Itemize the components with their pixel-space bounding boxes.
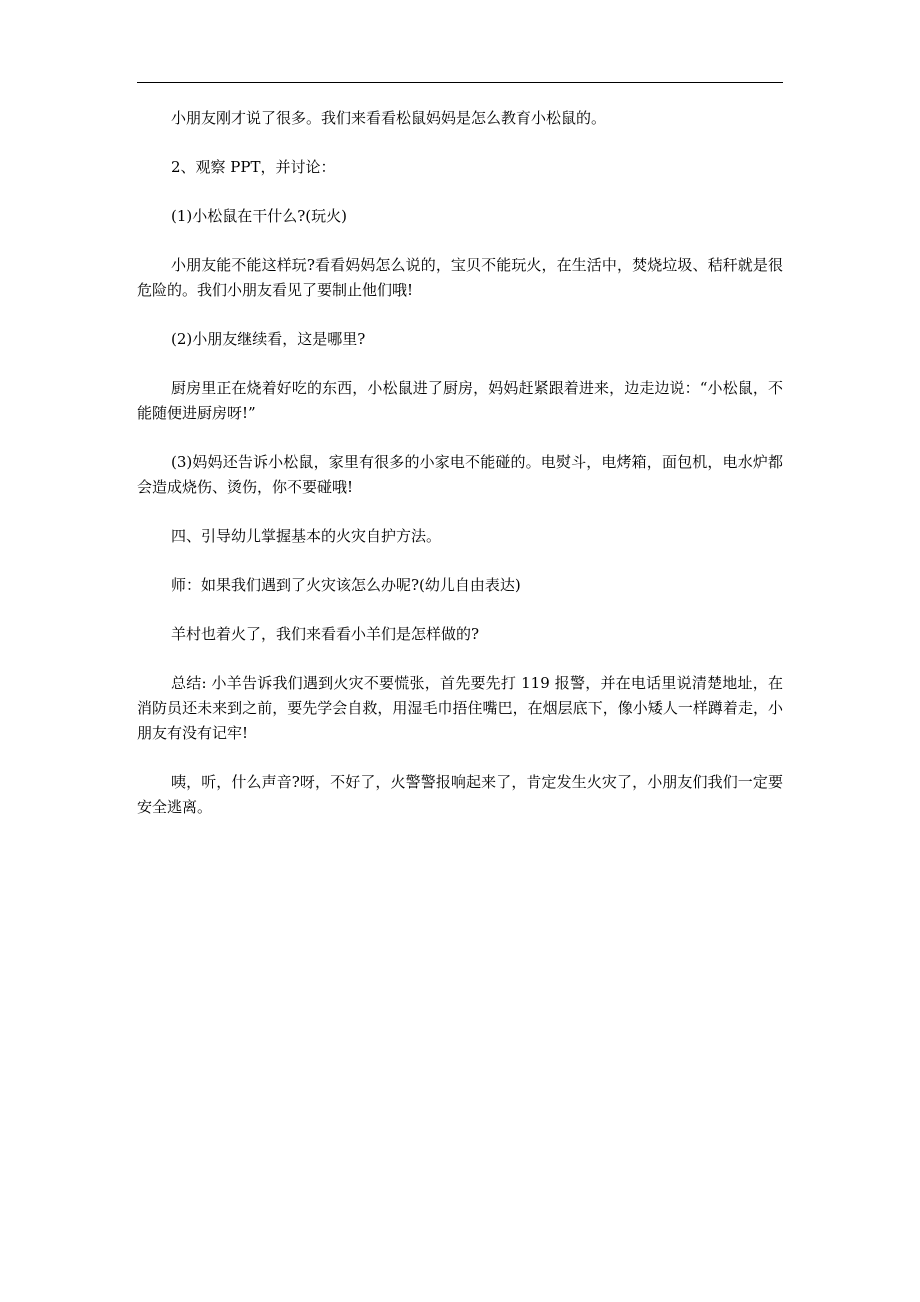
summary-paragraph: 总结: 小羊告诉我们遇到火灾不要慌张，首先要先打 119 报警，并在电话里说清楚地址，在消防员还未来到之前，要先学会自救，用湿毛巾捂住嘴巴，在烟层底下，像小矮人一样蹲着走，小朋友有没有记牢! bbox=[137, 674, 783, 742]
paragraph-2: 2、观察 PPT，并讨论： bbox=[171, 158, 336, 176]
section-heading-4: 四、引导幼儿掌握基本的火灾自护方法。 bbox=[171, 527, 442, 545]
paragraph-3: (1)小松鼠在干什么?(玩火) bbox=[171, 207, 347, 225]
paragraph-12: 咦，听，什么声音?呀，不好了，火警警报响起来了，肯定发生火灾了，小朋友们我们一定要安全逃离。 bbox=[137, 773, 783, 816]
paragraph-10: 羊村也着火了，我们来看看小羊们是怎样做的? bbox=[171, 625, 480, 643]
document-body bbox=[137, 106, 783, 820]
paragraph-4: 小朋友能不能这样玩?看看妈妈怎么说的，宝贝不能玩火，在生活中，焚烧垃圾、秸秆就是很危险的。我们小朋友看见了要制止他们哦! bbox=[137, 256, 783, 299]
paragraph-6: 厨房里正在烧着好吃的东西，小松鼠进了厨房，妈妈赶紧跟着进来，边走边说：“小松鼠，不能随便进厨房呀!” bbox=[137, 379, 783, 422]
paragraph-9: 师：如果我们遇到了火灾该怎么办呢?(幼儿自由表达) bbox=[171, 576, 521, 594]
paragraph-1: 小朋友刚才说了很多。我们来看看松鼠妈妈是怎么教育小松鼠的。 bbox=[171, 109, 607, 127]
header-rule bbox=[137, 82, 783, 83]
paragraph-7: (3)妈妈还告诉小松鼠，家里有很多的小家电不能碰的。电熨斗，电烤箱，面包机，电水炉都会造成烧伤、烫伤，你不要碰哦! bbox=[137, 453, 783, 496]
paragraph-5: (2)小朋友继续看，这是哪里? bbox=[171, 330, 366, 348]
